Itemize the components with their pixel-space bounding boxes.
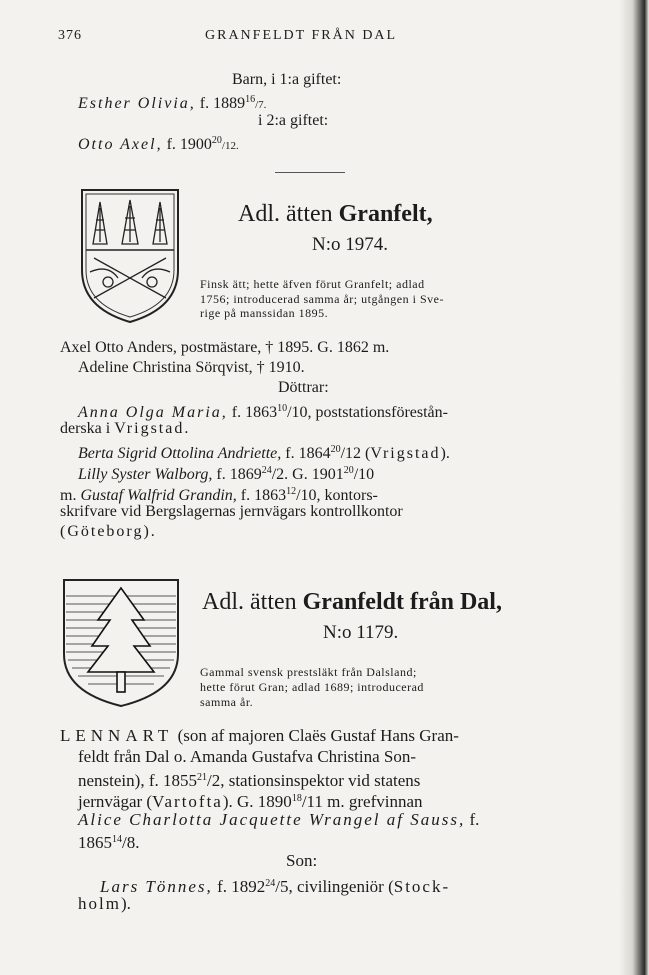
anna-occupation-cont: derska i bbox=[60, 420, 115, 437]
esther-sub: /7. bbox=[255, 99, 267, 111]
gustaf-birth: f. 1863 bbox=[240, 487, 287, 504]
page-edge-shadow bbox=[619, 0, 649, 975]
anna-line-2 bbox=[60, 419, 190, 439]
berta-close: ). bbox=[440, 445, 450, 462]
lennart-sup: 21 bbox=[196, 772, 207, 783]
alice-sup: 14 bbox=[112, 834, 122, 845]
alice-f: f. bbox=[465, 810, 480, 829]
lennart-occupation: /2, stationsinspektor vid statens bbox=[206, 771, 421, 790]
lennart-line-2: feldt från Dal o. Amanda Gustafva Christina Son- bbox=[78, 747, 417, 766]
esther-name: Esther Olivia, bbox=[78, 95, 196, 112]
lars-sup: 24 bbox=[265, 878, 276, 889]
anna-birth: f. 1863 bbox=[231, 404, 278, 421]
gustaf-occupation: /10, kontors- bbox=[296, 487, 378, 504]
otto-year: f. 1900 bbox=[166, 136, 212, 153]
lilly-line-4: (Göteborg). bbox=[60, 523, 157, 540]
lennart-line-3 bbox=[78, 768, 420, 791]
lars-place-2: holm bbox=[78, 894, 121, 913]
lilly-birth: f. 1869 bbox=[216, 466, 262, 483]
berta-birth: f. 1864 bbox=[285, 445, 331, 462]
granfelt-title bbox=[238, 200, 433, 228]
lennart-place: Vartofta bbox=[152, 792, 223, 811]
granfeldt-number: N:o 1179. bbox=[323, 622, 399, 643]
anna-sup: 10 bbox=[277, 403, 288, 414]
page-number: 376 bbox=[58, 28, 82, 43]
gustaf-sup: 12 bbox=[286, 486, 297, 497]
axel-line-1: Axel Otto Anders, postmästare, † 1895. G. 1862 m. bbox=[60, 339, 390, 356]
barn-label: Barn, i 1:a giftet: bbox=[232, 71, 342, 88]
granfeldt-coat-of-arms bbox=[58, 574, 184, 710]
granfeldt-desc-1: Gammal svensk prestsläkt från Dalsland; bbox=[200, 665, 417, 679]
berta-sup: 20 bbox=[330, 444, 341, 455]
lilly-sup2: 20 bbox=[343, 465, 354, 476]
otto-name: Otto Axel, bbox=[78, 136, 163, 153]
granfeldt-title-name: Granfeldt från Dal, bbox=[302, 589, 502, 615]
otto-line bbox=[78, 131, 239, 156]
berta-name: Berta Sigrid Ottolina Andriette, bbox=[78, 445, 282, 462]
lennart-birth: nenstein), f. 1855 bbox=[78, 771, 197, 790]
granfelt-desc-2: 1756; introducerad samma år; utgången i Sve- bbox=[200, 292, 444, 306]
granfelt-coat-of-arms bbox=[78, 186, 182, 326]
dottrar-label: Döttrar: bbox=[278, 379, 329, 396]
running-title: GRANFELDT FRÅN DAL bbox=[205, 28, 398, 43]
lennart-marriage-sup: 18 bbox=[291, 793, 302, 804]
lennart-line-4 bbox=[78, 789, 423, 812]
lilly-name: Lilly Syster Walborg, bbox=[78, 466, 213, 483]
granfelt-title-pre: Adl. ätten bbox=[238, 201, 339, 227]
granfelt-title-name: Granfelt, bbox=[338, 201, 433, 227]
lars-line-2 bbox=[78, 894, 131, 914]
lars-occupation: /5, civilingeniör ( bbox=[275, 877, 394, 896]
granfelt-desc-1: Finsk ätt; hette äfven förut Granfelt; adlad bbox=[200, 277, 425, 291]
second-marriage-label: i 2:a giftet: bbox=[258, 112, 329, 129]
esther-line bbox=[78, 90, 266, 115]
esther-year: f. 1889 bbox=[199, 95, 246, 112]
lennart-parents: (son af majoren Claës Gustaf Hans Gran- bbox=[173, 726, 459, 745]
granfeldt-desc-2: hette förut Gran; adlad 1689; introducerad bbox=[200, 680, 424, 694]
berta-sub: /12 ( bbox=[340, 445, 371, 462]
axel-line-2: Adeline Christina Sörqvist, † 1910. bbox=[78, 359, 305, 376]
lennart-line-6 bbox=[78, 830, 139, 853]
lilly-marriage: /2. G. 1901 bbox=[271, 466, 344, 483]
granfeldt-desc-3: samma år. bbox=[200, 695, 254, 709]
otto-sup: 20 bbox=[211, 135, 222, 146]
lars-name: Lars Tönnes, bbox=[100, 877, 213, 896]
lennart-marriage: ). G. 1890 bbox=[222, 792, 292, 811]
lilly-sup: 24 bbox=[261, 465, 272, 476]
lennart-wife-title: /11 m. grefvinnan bbox=[301, 792, 423, 811]
lars-line-1 bbox=[100, 874, 450, 897]
section-divider bbox=[275, 172, 345, 173]
anna-occupation: /10, poststationsförestån- bbox=[287, 404, 448, 421]
lennart-line-1 bbox=[60, 726, 459, 746]
gustaf-name: Gustaf Walfrid Grandin, bbox=[80, 487, 237, 504]
berta-place: Vrigstad bbox=[370, 445, 441, 462]
lars-place-1: Stock- bbox=[393, 877, 451, 896]
lars-close: ). bbox=[120, 894, 131, 913]
granfeldt-title-pre: Adl. ätten bbox=[202, 589, 303, 615]
lilly-marriage-sub: /10 bbox=[353, 466, 375, 483]
lilly-m: m. bbox=[60, 487, 81, 504]
alice-sub: /8. bbox=[122, 833, 140, 852]
esther-sup: 16 bbox=[245, 94, 256, 105]
lennart-name: LENNART bbox=[60, 726, 174, 745]
granfelt-desc-3: rige på manssidan 1895. bbox=[200, 306, 329, 320]
alice-year: 1865 bbox=[78, 833, 112, 852]
son-label: Son: bbox=[286, 851, 318, 870]
lilly-line-3: skrifvare vid Bergslagernas jernvägars kontrollkontor bbox=[60, 503, 403, 520]
otto-sub: /12. bbox=[221, 140, 239, 152]
lennart-railway: jernvägar ( bbox=[78, 792, 153, 811]
lars-birth: f. 1892 bbox=[217, 877, 266, 896]
anna-place: Vrigstad. bbox=[114, 420, 191, 437]
granfeldt-title bbox=[202, 588, 502, 616]
alice-name: Alice Charlotta Jacquette Wrangel af Sauss, bbox=[78, 810, 466, 829]
lennart-line-5 bbox=[78, 810, 479, 830]
granfelt-number: N:o 1974. bbox=[312, 234, 388, 255]
anna-name: Anna Olga Maria, bbox=[78, 404, 228, 421]
